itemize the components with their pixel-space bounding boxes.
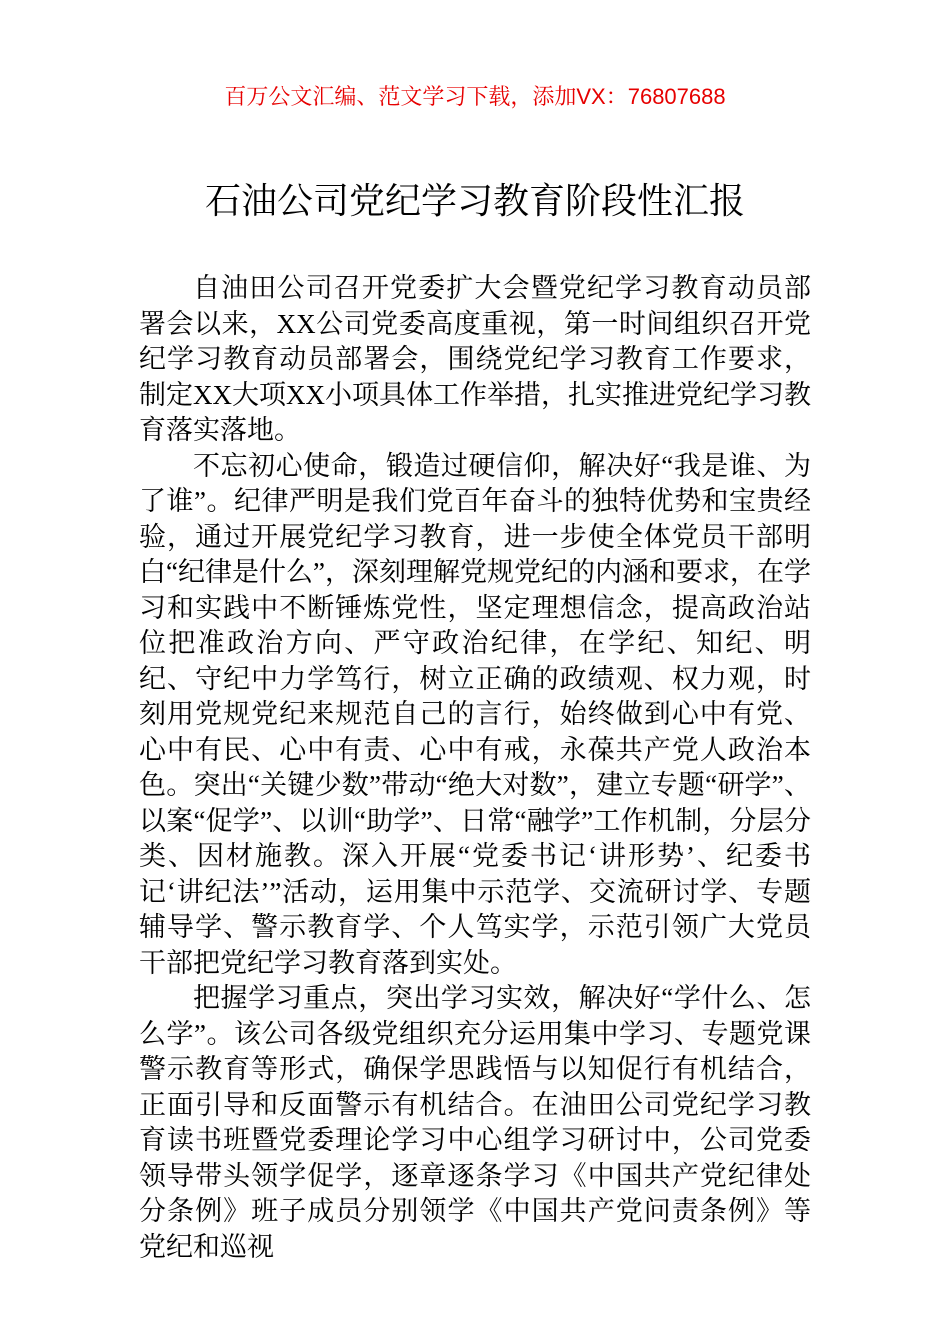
document-body [139, 271, 811, 1265]
paragraph-3: 把握学习重点，突出学习实效，解决好“学什么、怎么学”。该公司各级党组织充分运用集中学习、专题党课警示教育等形式，确保学思践悟与以知促行有机结合，正面引导和反面警示有机结合。在油田公司党纪学习教育读书班暨党委理论学习中心组学习研讨中，公司党委领导带头领学促学，逐章逐条学习《中国共产党纪律处分条例》班子成员分别领学《中国共产党问责条例》等党纪和巡视 [139, 983, 811, 1262]
paragraph-1: 自油田公司召开党委扩大会暨党纪学习教育动员部署会以来，XX公司党委高度重视，第一时间组织召开党纪学习教育动员部署会，围绕党纪学习教育工作要求，制定XX大项XX小项具体工作举措，扎实推进党纪学习教育落实落地。 [139, 273, 811, 446]
paragraph-2: 不忘初心使命，锻造过硬信仰，解决好“我是谁、为了谁”。纪律严明是我们党百年奋斗的独特优势和宝贵经验，通过开展党纪学习教育，进一步使全体党员干部明白“纪律是什么”，深刻理解党规党纪的内涵和要求，在学习和实践中不断锤炼党性，坚定理想信念，提高政治站位把准政治方向、严守政治纪律，在学纪、知纪、明纪、守纪中力学笃行，树立正确的政绩观、权力观，时刻用党规党纪来规范自己的言行，始终做到心中有党、心中有民、心中有责、心中有戒，永葆共产党人政治本色。突出“关键少数”带动“绝大对数”，建立专题“研学”、以案“促学”、以训“助学”、日常“融学”工作机制，分层分类、因材施教。深入开展“党委书记‘讲形势’、纪委书记‘讲纪法’”活动，运用集中示范学、交流研讨学、专题辅导学、警示教育学、个人笃实学，示范引领广大党员干部把党纪学习教育落到实处。 [139, 450, 811, 978]
document-title: 石油公司党纪学习教育阶段性汇报 [204, 180, 745, 222]
promo-banner: 百万公文汇编、范文学习下载，添加VX：76807688 [224, 84, 726, 109]
